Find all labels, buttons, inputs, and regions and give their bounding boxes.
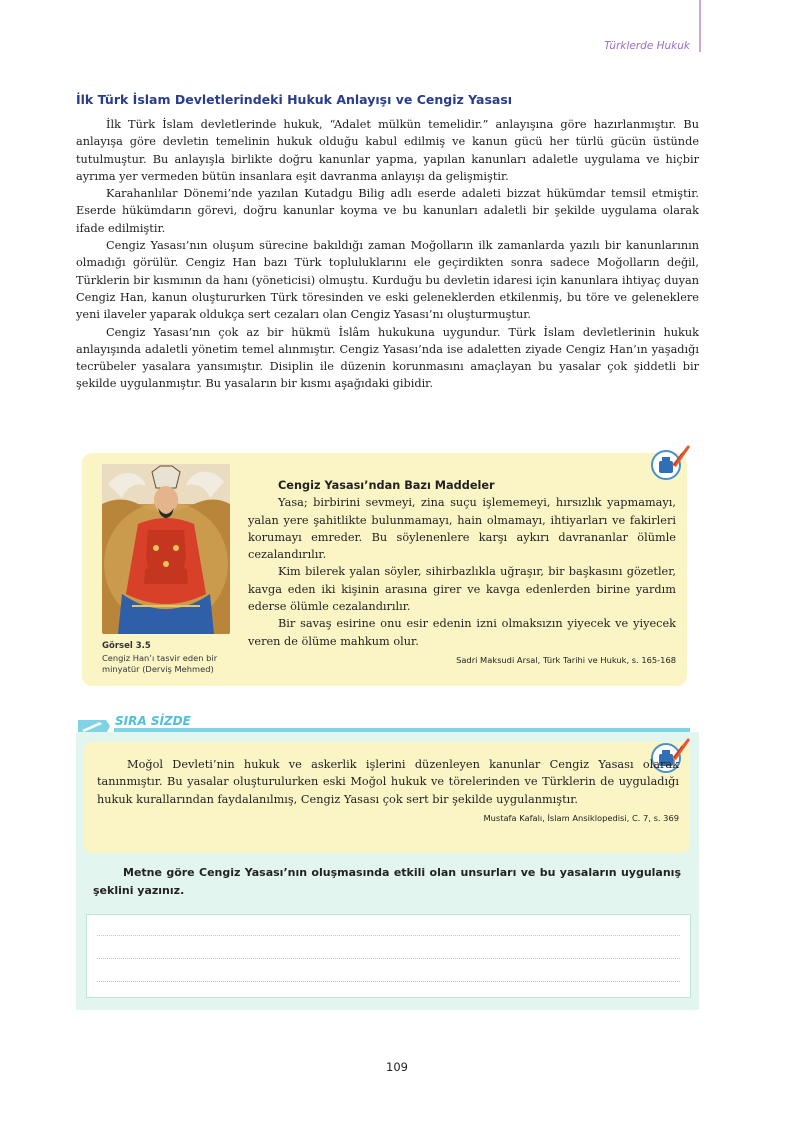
sira-sizde-label: SIRA SİZDE [115, 714, 191, 728]
running-title: Türklerde Hukuk [604, 40, 690, 52]
caption-text: Cengiz Han’ı tasvir eden bir minyatür (Derviş Mehmed) [102, 652, 218, 674]
section-title: İlk Türk İslam Devletlerindeki Hukuk Anlayışı ve Cengiz Yasası [76, 92, 513, 107]
paragraph: Cengiz Yasası’nın çok az bir hükmü İslâm hukukuna uygundur. Türk İslam devletlerinin hukuk anlayışında adaletli yönetim temel alınmıştır. Cengiz Yasası’nda ise adaletten ziyade Cengiz Han’ın yaşadığı tecrübeler yasalara yansımıştır. Disiplin ile düzenin korunmasını amaçlayan bu yasalar çok şiddetli bir şekilde uygulanmıştır. Bu yasaların bir kısmı aşağıdaki gibidir. [76, 325, 699, 391]
paragraph: Moğol Devleti’nin hukuk ve askerlik işlerini düzenleyen kanunlar Cengiz Yasası olarak tanınmıştır. Bu yasalar oluşturulurken eski Moğol hukuk ve törelerinden ve Türklerin de uyguladığı hukuk kurallarından faydalanılmış, Cengiz Yasası çok sert bir şekilde uygulanmıştır. [97, 758, 679, 806]
paragraph: İlk Türk İslam devletlerinde hukuk, “Adalet mülkün temelidir.” anlayışına göre hazırlanmıştır. Bu anlayışa göre devletin temelinin hukuk olduğu kabul edilmiş ve kanun gücü her türlü gücün üstünde tutulmuştur. Bu anlayışla birlikte doğru kanunlar yapma, yapılan kanunları adaletle uygulama ve hiçbir ayrıma yer vermeden bütün insanlara eşit davranma anlayışı da gelişmiştir. [76, 118, 699, 183]
page-number: 109 [386, 1060, 408, 1074]
source-box-text [248, 477, 676, 669]
inkwell-quill-icon [650, 443, 690, 483]
section-body [76, 116, 699, 393]
answer-line [97, 981, 680, 982]
activity-citation: Mustafa Kafalı, İslam Ansiklopedisi, C. 7, s. 369 [483, 812, 679, 823]
paragraph: Kim bilerek yalan söyler, sihirbazlıkla uğraşır, bir başkasını gözetler, kavga eden iki kişinin arasına girer ve kavga edenlerden birine yardım ederse ölümle cezalandırılır. [248, 565, 676, 614]
activity-text [97, 756, 679, 827]
source-box-heading: Cengiz Yasası’ndan Bazı Maddeler [278, 479, 495, 492]
caption-title: Görsel 3.5 [102, 641, 151, 651]
answer-line [97, 935, 680, 936]
answer-area[interactable] [86, 914, 691, 998]
activity-question: Metne göre Cengiz Yasası’nın oluşmasında etkili olan unsurları ve bu yasaların uygulanış şeklini yazınız. [93, 866, 681, 897]
answer-line [97, 958, 680, 959]
paragraph: Yasa; birbirini sevmeyi, zina suçu işlememeyi, hırsızlık yapmamayı, yalan yere şahitlikte bulunmamayı, hain olmamayı, ihtiyarları ve fakirleri korumayı emreder. Bu söylenenlere karşı aykırı davrananlar ölümle cezalandırılır. [248, 496, 676, 562]
paragraph: Karahanlılar Dönemi’nde yazılan Kutadgu Bilig adlı eserde adaleti bizzat hükümdar temsil etmiştir. Eserde hükümdarın görevi, doğru kanunlar koyma ve bu kanunları adaletli bir şekilde uygulama olarak ifade edilmiştir. [76, 187, 699, 235]
miniature-image [102, 464, 230, 634]
header-rule [699, 0, 701, 52]
image-caption [102, 640, 242, 676]
paragraph: Bir savaş esirine onu esir edenin izni olmaksızın yiyecek ve yiyecek veren de ölüme mahkum olur. [248, 617, 676, 648]
paragraph: Cengiz Yasası’nın oluşum sürecine bakıldığı zaman Moğolların ilk zamanlarda yazılı bir kanunlarının olmadığı görülür. Cengiz Han bazı Türk topluluklarını ele geçirdikten sonra sadece Moğolların değil, Türklerin bir kısmının da hanı (yöneticisi) olmuştu. Kurduğu bu devletin idaresi için kanunlara ihtiyaç duyan Cengiz Han, kanun oluştururken Türk töresinden ve eski geleneklerden etkilenmiş, bu töre ve geleneklere yeni ilaveler yaparak oldukça sert cezaları olan Cengiz Yasası’nı oluşturmuştur. [76, 239, 699, 322]
source-citation: Sadri Maksudi Arsal, Türk Tarihi ve Hukuk, s. 165-168 [456, 654, 676, 665]
